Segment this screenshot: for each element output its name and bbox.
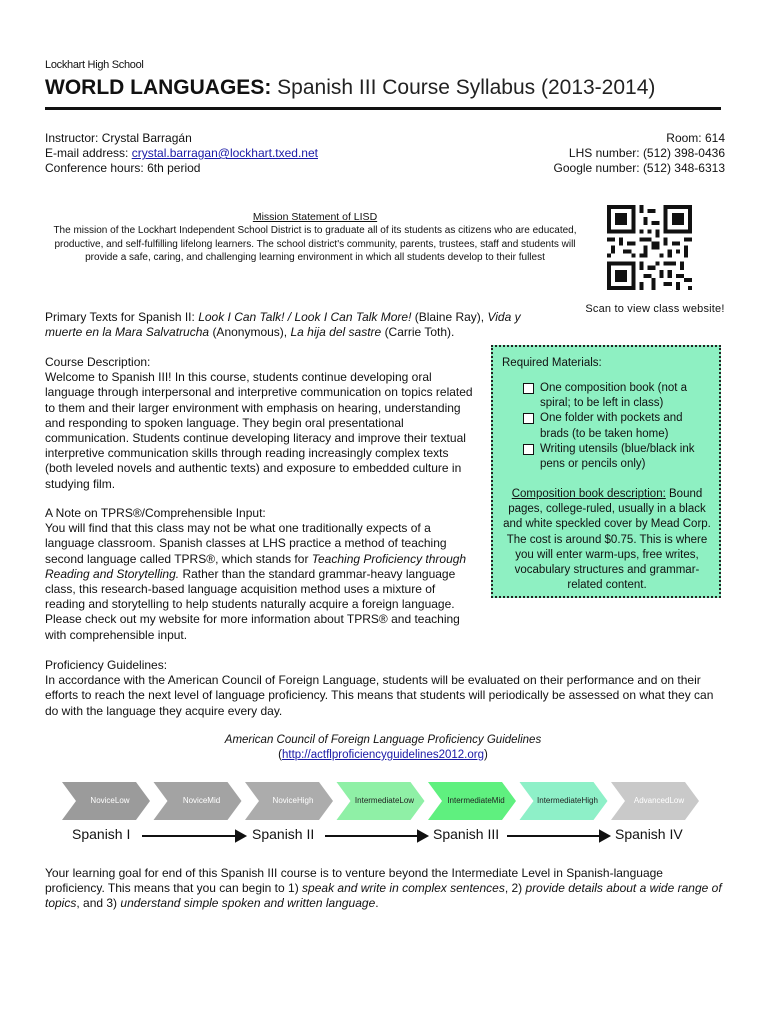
materials-heading: Required Materials: (502, 357, 602, 369)
school-name: Lockhart High School (45, 59, 144, 71)
learning-goal (45, 866, 725, 912)
google-label: Google number: (553, 161, 640, 175)
conference-label: Conference hours: (45, 161, 144, 175)
title-course: Spanish III Course Syllabus (2013-2014) (277, 76, 656, 99)
level-label-line1: Intermediate (354, 796, 400, 805)
level-label-line2: Low (399, 796, 415, 805)
tprs-text (45, 521, 475, 643)
arrow-head (236, 831, 245, 841)
tprs-text-2: Rather than the standard grammar-heavy language class, this research-based language acquisition method uses a mixture of reading and storytelling to help students naturally acquire a foreign language. Please check out my website for more information about TPRS® and teaching with comprehensible input. (45, 566, 460, 642)
goal-italic-2: provide details about a wide range of topics (45, 881, 722, 911)
materials-item (523, 381, 708, 411)
email-line (45, 146, 318, 161)
title-bold: WORLD LANGUAGES: (45, 76, 272, 99)
required-materials-box (491, 345, 721, 598)
spanish-level-4: Spanish IV (615, 826, 683, 842)
qr-caption: Scan to view class website! (585, 303, 725, 315)
title-rule (45, 107, 721, 110)
room-label: Room: (666, 131, 702, 145)
page-title (45, 76, 655, 100)
materials-item-label: Writing utensils (blue/black ink pens or pencils only) (540, 442, 695, 471)
level-label (350, 782, 420, 820)
mission-heading: Mission Statement of LISD (252, 211, 378, 223)
contact-right (554, 131, 725, 176)
lhs-label: LHS number: (568, 146, 640, 160)
actfl-link-line (45, 748, 721, 763)
primary-label: Primary Texts for Spanish II: (45, 310, 195, 324)
materials-item (523, 411, 708, 441)
actfl-caption (45, 733, 721, 763)
email-link[interactable]: crystal.barragan@lockhart.txed.net (131, 146, 318, 160)
primary-author-3: (Carrie Toth). (384, 325, 455, 340)
goal-text-4: . (375, 896, 379, 911)
level-label-line1: Intermediate (447, 796, 492, 805)
primary-title-2: Vida y muerte en la Mara Salvatrucha (45, 310, 521, 340)
instructor-line (45, 131, 318, 146)
level-label (533, 782, 603, 820)
level-label-line2: Mid (207, 796, 221, 805)
materials-item-label: One composition book (not a spiral; to be left in class) (540, 382, 688, 410)
level-label-line2: Low (669, 796, 685, 805)
checkbox-icon[interactable] (523, 444, 534, 455)
level-label (624, 782, 694, 820)
goal-italic-3: understand simple spoken and written language (120, 896, 376, 911)
arrow-head (600, 831, 609, 841)
checkbox-icon[interactable] (523, 413, 534, 424)
level-label (75, 782, 145, 820)
lhs-line (554, 146, 725, 161)
google-number: (512) 348-6313 (642, 161, 725, 175)
course-heading: Course Description: (45, 355, 151, 369)
goal-italic-1: speak and write in complex sentences (302, 881, 505, 896)
actfl-open-paren: ( (278, 749, 282, 761)
composition-description (501, 487, 713, 593)
level-label-line2: Low (114, 796, 130, 805)
composition-label: Composition book description: (511, 488, 666, 500)
instructor-label: Instructor: (45, 131, 99, 145)
lhs-number: (512) 398-0436 (642, 146, 725, 160)
email-label: E-mail address: (45, 146, 129, 160)
mission-statement (45, 211, 585, 264)
proficiency-text: In accordance with the American Council of Foreign Language, students will be evaluated on their performance and on their efforts to reach the next level of language proficiency. This means that students will periodically be assessed on what they can do with the language they acquire every day. (45, 673, 714, 718)
tprs-italic: Teaching Proficiency through Reading and Storytelling. (45, 551, 467, 581)
actfl-title: American Council of Foreign Language Proficiency Guidelines (224, 734, 542, 746)
level-label (258, 782, 328, 820)
level-label (167, 782, 237, 820)
tprs-text-1: You will find that this class may not be what one traditionally expects of a language classroom. Spanish classes at LHS practice a method of teaching second language called TPRS®, which stands for (45, 521, 447, 566)
conference-hours: 6th period (147, 161, 201, 175)
proficiency-guidelines (45, 658, 725, 719)
level-label-line1: Novice (90, 796, 115, 805)
level-label-line1: Intermediate (537, 796, 582, 805)
level-label-line1: Novice (182, 796, 208, 805)
contact-left (45, 131, 318, 176)
proficiency-heading: Proficiency Guidelines: (45, 658, 168, 672)
spanish-level-3: Spanish III (433, 826, 500, 842)
composition-text: Bound pages, college-ruled, usually in a black and white speckled cover by Mead Corp. The cost is around $0.75. This is where you will enter warm-ups, free writes, vocabulary structures and grammar-related content. (503, 488, 711, 592)
primary-author-2: (Anonymous), (212, 325, 288, 340)
level-label-line1: Advanced (633, 796, 670, 805)
qr-code-icon[interactable] (607, 205, 692, 290)
google-line (554, 161, 725, 176)
actfl-link[interactable]: http://actflproficiencyguidelines2012.org (281, 749, 484, 761)
level-label-line1: Novice (272, 796, 297, 805)
arrow-head (418, 831, 427, 841)
level-label-line2: High (581, 796, 598, 805)
actfl-close-paren: ) (484, 749, 488, 761)
level-label (441, 782, 511, 820)
tprs-note (45, 506, 475, 643)
primary-title-3: La hija del sastre (290, 325, 382, 340)
checkbox-icon[interactable] (523, 383, 534, 394)
conference-line (45, 161, 318, 176)
proficiency-level-labels (62, 782, 722, 822)
goal-text-2: , 2) (504, 881, 523, 896)
level-label-line2: High (297, 796, 314, 805)
primary-texts (45, 310, 545, 340)
mission-text: The mission of the Lockhart Independent School District is to graduate all of its students as citizens who are educated, productive, and self-fulfilling lifelong learners. The school district's community, parents, trustees, staff and students will provide a safe, caring, and challenging learning environment in which all students develop to their fullest (53, 225, 577, 263)
materials-item-label: One folder with pockets and brads (to be taken home) (540, 412, 683, 440)
level-label-line2: Mid (491, 796, 505, 805)
course-description (45, 355, 475, 492)
materials-item (523, 442, 708, 472)
room-line (554, 131, 725, 146)
instructor-name: Crystal Barragán (101, 131, 192, 145)
primary-title-1: Look I Can Talk! / Look I Can Talk More! (198, 310, 412, 324)
course-text: Welcome to Spanish III! In this course, students continue developing oral language through interpersonal and interpretive communication on topics related to them and their larger environment with emphasis on hearing, understanding and responding to spoken language. They begin oral presentational communication. Students continue developing literacy and improve their textual interpretive communication skills through reading increasingly complex texts (both leveled novels and authentic texts) and exposure to embedded culture in studying film. (45, 370, 473, 491)
spanish-level-2: Spanish II (252, 826, 315, 842)
goal-text-3: , and 3) (76, 896, 118, 911)
primary-author-1: (Blaine Ray), (414, 310, 485, 324)
room-number: 614 (704, 131, 725, 145)
materials-list (523, 381, 708, 472)
progression-arrows (0, 826, 768, 846)
goal-text-1: Your learning goal for end of this Spanish III course is to venture beyond the Intermediate Level in Spanish-language proficiency. This means that you can begin to 1) (45, 866, 663, 896)
spanish-level-1: Spanish I (72, 826, 131, 842)
tprs-heading: A Note on TPRS®/Comprehensible Input: (45, 506, 266, 520)
